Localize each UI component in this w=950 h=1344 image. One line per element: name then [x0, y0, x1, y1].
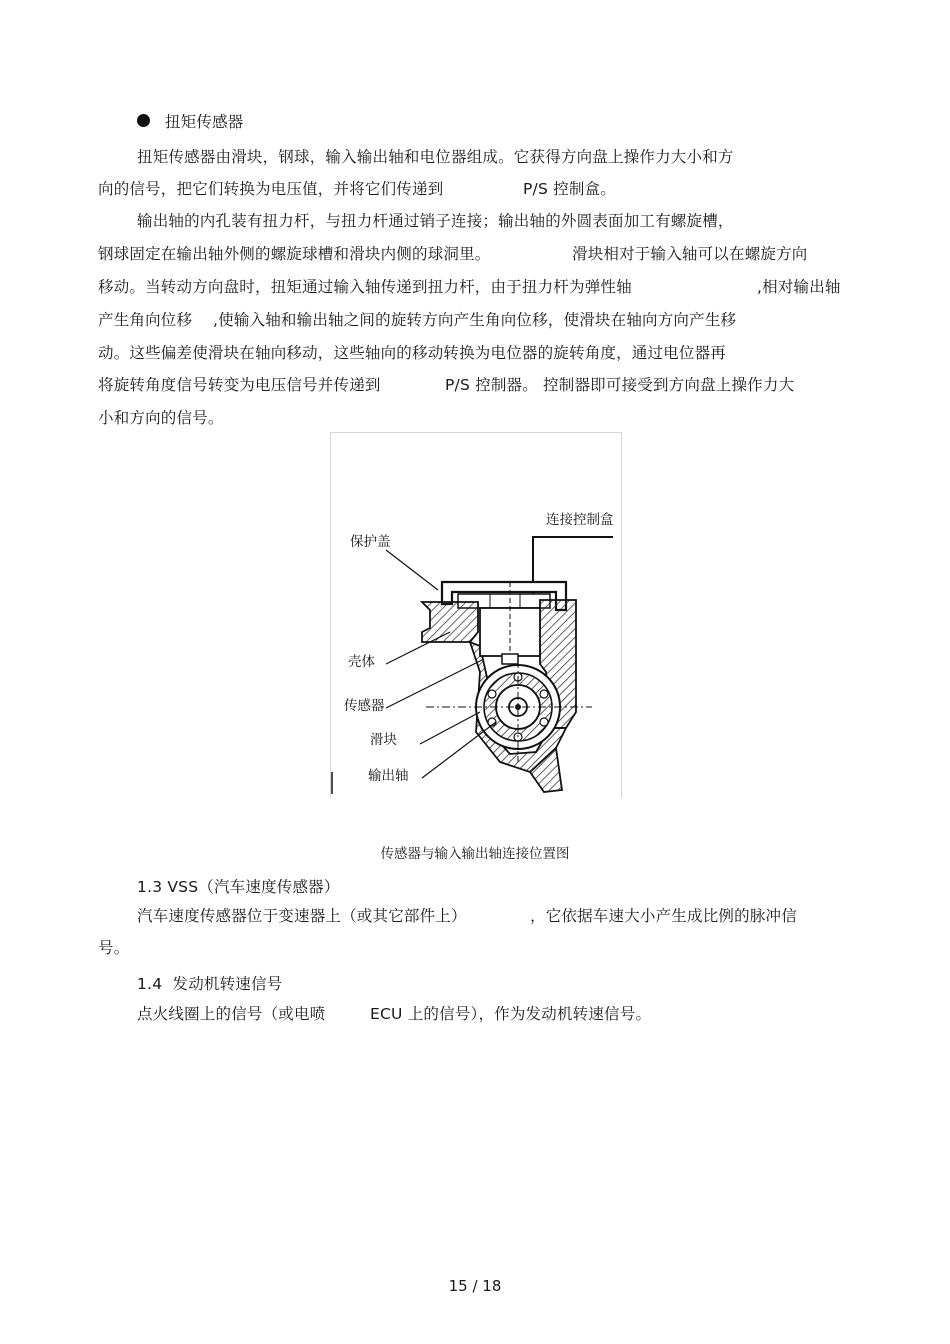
housing-left-flange	[422, 602, 478, 642]
label-slider: 滑块	[370, 732, 397, 748]
section-1-3-heading: 1.3 VSS（汽车速度传感器）	[137, 878, 340, 896]
para2-line2b: 滑块相对于输入轴可以在螺旋方向	[572, 245, 808, 263]
leader-output-shaft	[422, 722, 496, 778]
sensor-pin	[502, 654, 518, 664]
section-1-3-line1a: 汽车速度传感器位于变速器上（或其它部件上）	[137, 907, 467, 925]
para2-line6b: P/S 控制器。 控制器即可接受到方向盘上操作力大	[445, 376, 795, 394]
label-output-shaft: 输出轴	[368, 768, 409, 784]
bullet-dot	[137, 114, 150, 127]
section-1-4-heading: 1.4 发动机转速信号	[137, 975, 283, 993]
para2-line7: 小和方向的信号。	[98, 409, 224, 427]
section-1-3-line1b: ，它依据车速大小产生成比例的脉冲信	[530, 907, 797, 925]
leader-slider	[420, 712, 480, 744]
label-housing: 壳体	[348, 654, 375, 670]
leader-sensor	[386, 660, 482, 708]
bullet-title: 扭矩传感器	[165, 113, 244, 131]
section-1-4-line1a: 点火线圈上的信号（或电喷	[137, 1005, 326, 1023]
section-1-3-line2: 号。	[98, 939, 130, 957]
para2-line5: 动。这些偏差使滑块在轴向移动，这些轴向的移动转换为电位器的旋转角度，通过电位器再	[98, 344, 727, 362]
para2-line4a: 产生角向位移	[98, 311, 193, 329]
leader-housing	[386, 632, 450, 664]
figure-caption: 传感器与输入输出轴连接位置图	[380, 846, 570, 862]
para1-line2a: 向的信号，把它们转换为电压值，并将它们传递到	[98, 180, 444, 198]
para2-line3b: ,相对输出轴	[757, 278, 841, 296]
page-number: 15 / 18	[448, 1277, 502, 1295]
section-1-4-line1b: ECU 上的信号），作为发动机转速信号。	[370, 1005, 652, 1023]
para1-line2b: P/S 控制盒。	[523, 180, 616, 198]
label-cover: 保护盖	[350, 534, 391, 550]
para1-line1: 扭矩传感器由滑块，钢球，输入输出轴和电位器组成。它获得方向盘上操作力大小和方	[137, 148, 734, 166]
para2-line3a: 移动。当转动方向盘时，扭矩通过输入轴传递到扭力杆，由于扭力杆为弹性轴	[98, 278, 632, 296]
sensor-diagram	[330, 432, 622, 798]
para2-line1: 输出轴的内孔装有扭力杆，与扭力杆通过销子连接；输出轴的外圆表面加工有螺旋槽，	[137, 212, 734, 230]
leader-cover	[386, 550, 438, 590]
label-sensor: 传感器	[344, 698, 385, 714]
para2-line2a: 钢球固定在输出轴外侧的螺旋球槽和滑块内侧的球洞里。	[98, 245, 491, 263]
para2-line6a: 将旋转角度信号转变为电压信号并传递到	[98, 376, 381, 394]
para2-line4b: ,使输入轴和输出轴之间的旋转方向产生角向位移，使滑块在轴向方向产生移	[213, 311, 737, 329]
label-connect-box: 连接控制盒	[546, 512, 614, 528]
